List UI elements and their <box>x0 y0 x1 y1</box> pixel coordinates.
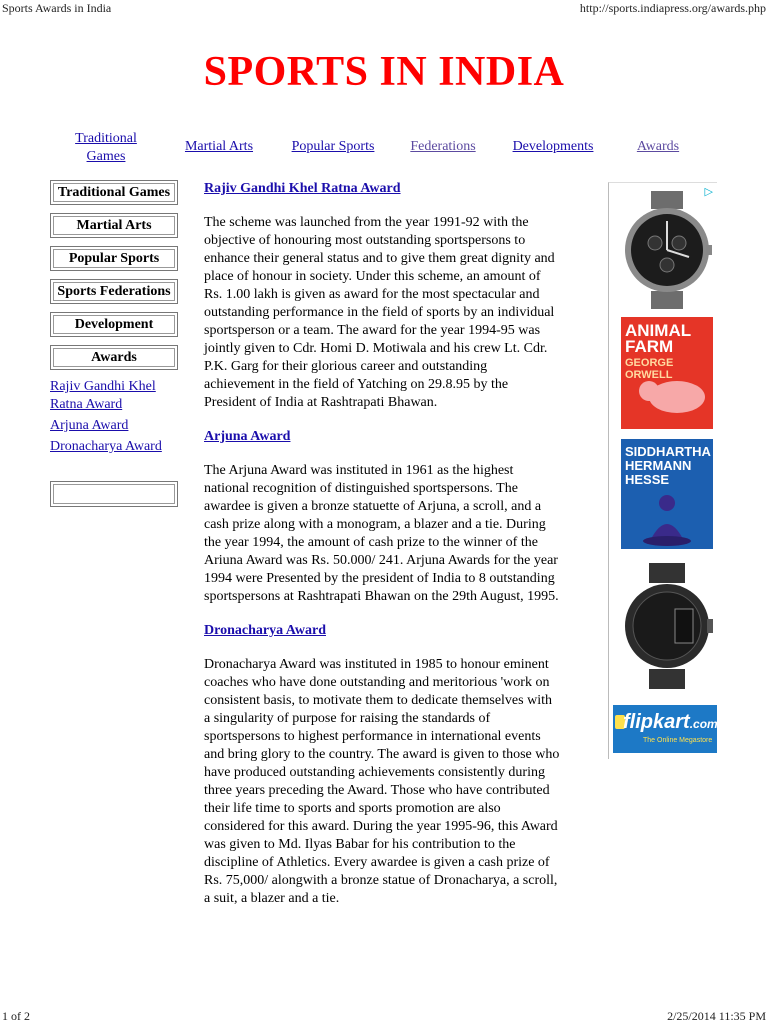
section-body-khel-ratna: The scheme was launched from the year 1991-92 with the objective of honouring most outstanding sportspersons to enhance their general status and to give them great dignity and place of honour in society. Under this scheme, an amount of Rs. 1.00 lakh is given as award for the most spectacular and outstanding performance in the field of sports by an individual sportsperson or a team. The award for the year 1994-95 was jointly given to Cdr. Homi D. Motiwala and his crew Lt. Cdr. P.K. Garg for their glorious career and outstanding achievement in the field of Yatching on 29.8.95 by the President of India at Rashtrapati Bhawan. <box>204 215 555 410</box>
ad-black-watch-image[interactable] <box>621 563 713 689</box>
topnav-martial-arts[interactable]: Martial Arts <box>184 139 254 154</box>
sidebar-item-traditional-games[interactable]: Traditional Games <box>50 180 178 205</box>
print-footer-datetime: 2/25/2014 11:35 PM <box>667 1009 766 1023</box>
watch-icon <box>621 563 713 689</box>
flipkart-tagline: The Online Megastore <box>643 737 713 744</box>
ad-flipkart-logo[interactable] <box>613 705 717 753</box>
ad-choices-icon[interactable]: ▷ <box>704 186 713 198</box>
book1-author: GEORGE ORWELL <box>625 357 674 381</box>
book2-title: SIDDHARTHA HERMANN HESSE <box>625 444 711 487</box>
ad-watch-image[interactable] <box>621 191 713 309</box>
pig-icon <box>621 317 713 429</box>
topnav-developments[interactable]: Developments <box>512 139 594 154</box>
print-footer <box>0 1008 768 1024</box>
advertisement-banner[interactable] <box>608 182 717 759</box>
sidebar <box>50 180 178 459</box>
sidebar-item-awards[interactable]: Awards <box>50 345 178 370</box>
book1-title: ANIMAL FARM <box>625 321 691 356</box>
sublink-khel-ratna[interactable]: Rajiv Gandhi Khel Ratna Award <box>50 379 156 412</box>
ad-book-siddhartha[interactable] <box>621 439 713 549</box>
print-header-url: http://sports.indiapress.org/awards.php <box>579 1 766 15</box>
sidebar-item-development[interactable]: Development <box>50 312 178 337</box>
top-navigation <box>40 130 730 166</box>
section-heading-dronacharya[interactable]: Dronacharya Award <box>204 623 326 638</box>
sidebar-empty-box <box>50 481 178 507</box>
flipkart-brand: flipkart.com <box>623 711 718 733</box>
sublink-dronacharya[interactable]: Dronacharya Award <box>50 439 162 454</box>
sidebar-item-popular-sports[interactable]: Popular Sports <box>50 246 178 271</box>
print-header <box>0 0 768 16</box>
topnav-awards[interactable]: Awards <box>636 139 680 154</box>
section-heading-khel-ratna[interactable]: Rajiv Gandhi Khel Ratna Award <box>204 181 401 196</box>
watch-icon <box>621 191 713 309</box>
buddha-icon <box>621 439 713 549</box>
ad-book-animal-farm[interactable] <box>621 317 713 429</box>
sublink-arjuna[interactable]: Arjuna Award <box>50 418 129 433</box>
sidebar-item-sports-federations[interactable]: Sports Federations <box>50 279 178 304</box>
print-footer-page: 1 of 2 <box>2 1009 30 1023</box>
main-content <box>204 180 560 924</box>
site-title: SPORTS IN INDIA <box>203 49 565 95</box>
print-header-title: Sports Awards in India <box>2 1 112 15</box>
sidebar-item-martial-arts[interactable]: Martial Arts <box>50 213 178 238</box>
topnav-popular-sports[interactable]: Popular Sports <box>291 139 375 154</box>
section-heading-arjuna[interactable]: Arjuna Award <box>204 429 291 444</box>
section-body-arjuna: The Arjuna Award was instituted in 1961 as the highest national recognition of distinguished sportspersons. The awardee is given a bronze statuette of Arjuna, a scroll, and a cash prize along with a monogram, a blazer and a tie. During the year 1994, the amount of cash prize to the winner of the Ariuna Award was Rs. 50.000/ 241. Arjuna Awards for the year 1994 were Presented by the president of India to 8 outstanding sportspersons at Rashtrapati Bhawan on the 29th August, 1995. <box>204 463 559 604</box>
section-body-dronacharya: Dronacharya Award was instituted in 1985 to honour eminent coaches who have done outstanding and meritorious 'work on consistent basis, to motivate them to dedicate themselves with a singularity of purpose for raising the standards of sportspersons to highest performance in international events and bring glory to the country. The award is given to those who have produced outstanding achievements consistently during three years preceding the Award. Those who have contributed their life time to sports and sports promotion are also considered for this award. During the year 1995-96, this Award was given to Md. Ilyas Babar for his contribution to the discipline of Athletics. Every awardee is given a cash prize of Rs. 75,000/ alongwith a bronze statue of Dronacharya, a scroll, a suit, a blazer and a tie. <box>204 657 560 906</box>
sidebar-sublinks <box>50 378 178 456</box>
topnav-federations[interactable]: Federations <box>410 139 476 154</box>
topnav-traditional-games[interactable]: Traditional Games <box>75 131 137 164</box>
